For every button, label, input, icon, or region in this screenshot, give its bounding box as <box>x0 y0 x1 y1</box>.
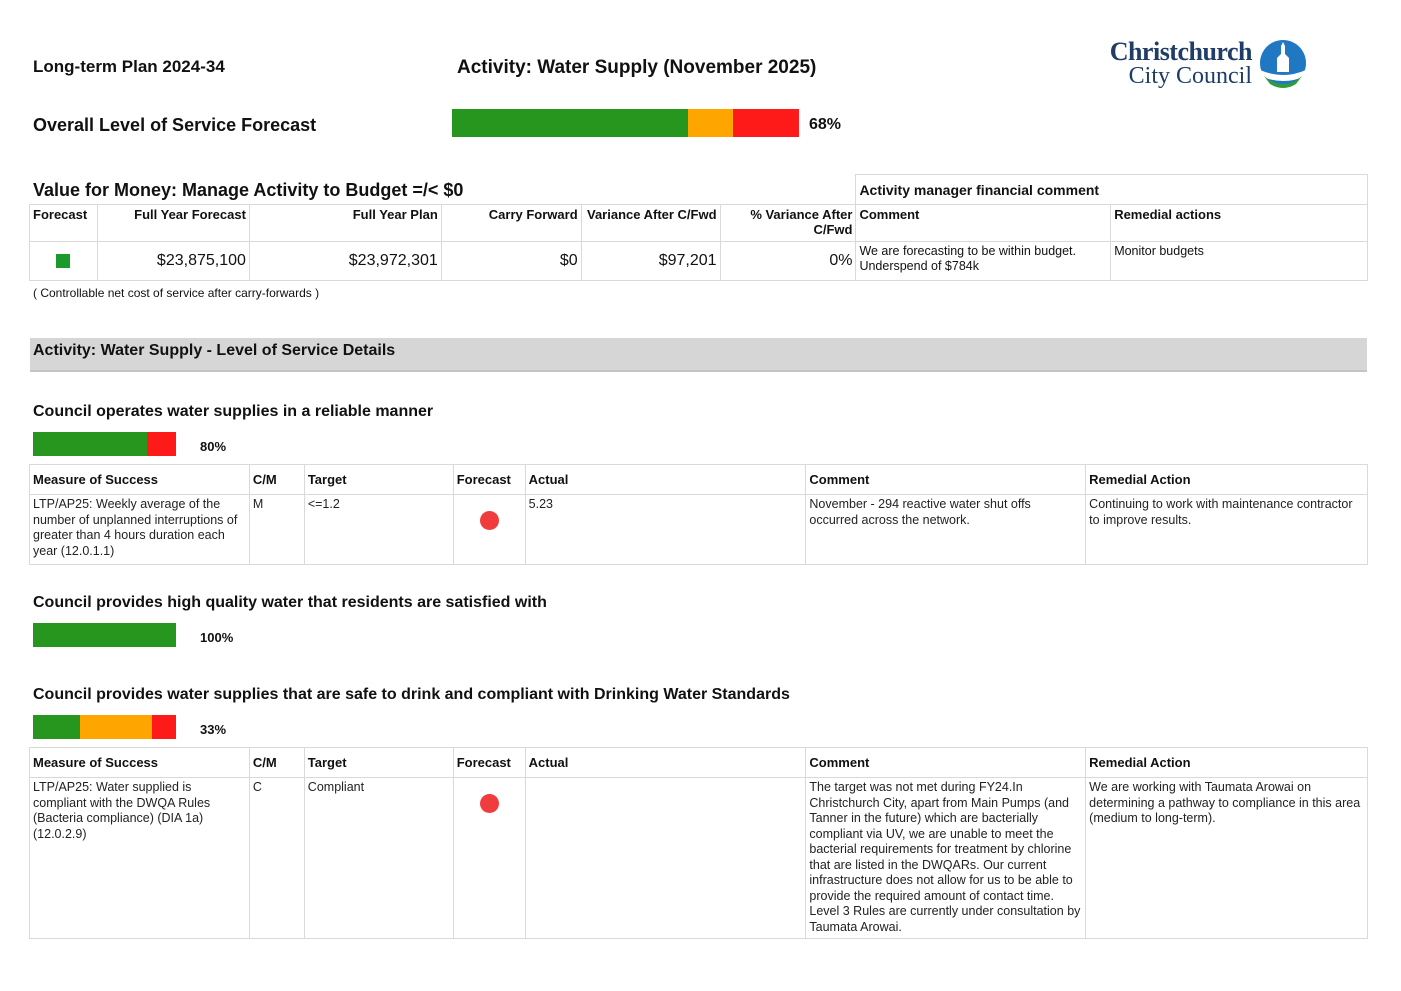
activity-title: Activity: Water Supply (November 2025) <box>457 57 817 78</box>
col-remedial: Remedial Action <box>1086 465 1368 495</box>
col-cm: C/M <box>249 748 304 778</box>
col-comment: Comment <box>806 748 1086 778</box>
col-measure: Measure of Success <box>30 465 250 495</box>
col-target: Target <box>304 465 453 495</box>
plan-title: Long-term Plan 2024-34 <box>33 57 225 76</box>
bar-segment-amber <box>688 109 733 137</box>
value-for-money-table <box>29 174 1368 281</box>
full-year-forecast-value: $23,875,100 <box>97 242 249 281</box>
col-cm: C/M <box>249 465 304 495</box>
pct-variance-after-value: 0% <box>720 242 856 281</box>
full-year-plan-value: $23,972,301 <box>249 242 441 281</box>
group-forecast-bar-reliable <box>33 432 176 456</box>
overall-forecast-bar <box>452 109 799 137</box>
group-title-safe: Council provides water supplies that are safe to drink and compliant with Drinking Water Standards <box>33 686 790 703</box>
section-title: Activity: Water Supply - Level of Service Details <box>33 342 396 359</box>
col-comment: Comment <box>856 205 1111 242</box>
col-forecast: Forecast <box>30 205 98 242</box>
group-forecast-bar-safe <box>33 715 176 739</box>
col-actual: Actual <box>525 465 806 495</box>
bar-segment-red <box>147 432 176 456</box>
measures-table-safe <box>29 747 1368 939</box>
variance-after-value: $97,201 <box>581 242 720 281</box>
col-forecast: Forecast <box>453 465 525 495</box>
col-comment: Comment <box>806 465 1086 495</box>
col-remedial: Remedial actions <box>1111 205 1368 242</box>
value-for-money-title: Value for Money: Manage Activity to Budget =/< $0 <box>33 180 464 200</box>
manager-comment-header: Activity manager financial comment <box>856 175 1368 205</box>
group-percent-quality: 100% <box>200 630 234 645</box>
col-carry-forward: Carry Forward <box>441 205 581 242</box>
bar-segment-amber <box>80 715 152 739</box>
council-logo <box>1100 37 1310 92</box>
group-percent-reliable: 80% <box>200 439 227 454</box>
col-actual: Actual <box>525 748 806 778</box>
col-pct-variance-after: % Variance After C/Fwd <box>720 205 856 242</box>
actual-value <box>525 778 806 939</box>
col-remedial: Remedial Action <box>1086 748 1368 778</box>
comment-text: The target was not met during FY24.In Christchurch City, apart from Main Pumps (and Tanner in the future) which are bacterially compliant via UV, we are unable to meet the bacterial requirements for treatment by chlorine that are listed in the DWQARs. Our current infrastructure does not allow for us to be able to provide the required amount of contact time. Level 3 Rules are currently under consultation by Taumata Arowai. <box>806 778 1086 939</box>
measures-table-reliable <box>29 464 1368 565</box>
group-title-reliable: Council operates water supplies in a reliable manner <box>33 403 434 420</box>
financial-remedial: Monitor budgets <box>1111 242 1368 281</box>
table-row <box>30 242 1368 281</box>
col-target: Target <box>304 748 453 778</box>
overall-forecast-label: Overall Level of Service Forecast <box>33 115 317 135</box>
bar-segment-green <box>33 715 80 739</box>
section-header <box>30 338 1367 372</box>
overall-forecast-percent: 68% <box>809 116 842 133</box>
financial-comment: We are forecasting to be within budget. Underspend of $784k <box>856 242 1111 281</box>
bar-segment-red <box>152 715 176 739</box>
target-value: <=1.2 <box>304 495 453 565</box>
actual-value: 5.23 <box>525 495 806 565</box>
cm-value: M <box>249 495 304 565</box>
bar-segment-green <box>33 432 147 456</box>
measure-text: LTP/AP25: Water supplied is compliant with the DWQA Rules (Bacteria compliance) (DIA 1a) (12.0.2.9) <box>30 778 250 939</box>
cm-value: C <box>249 778 304 939</box>
col-full-year-forecast: Full Year Forecast <box>97 205 249 242</box>
col-measure: Measure of Success <box>30 748 250 778</box>
table-row <box>30 495 1368 565</box>
comment-text: November - 294 reactive water shut offs occurred across the network. <box>806 495 1086 565</box>
bar-segment-green <box>33 623 176 647</box>
vfm-note: ( Controllable net cost of service after carry-forwards ) <box>33 286 320 300</box>
target-value: Compliant <box>304 778 453 939</box>
group-title-quality: Council provides high quality water that residents are satisfied with <box>33 594 547 611</box>
logo-line-2: City Council <box>1128 63 1252 89</box>
col-full-year-plan: Full Year Plan <box>249 205 441 242</box>
col-forecast: Forecast <box>453 748 525 778</box>
logo-line-1: Christchurch <box>1109 37 1252 66</box>
bar-segment-red <box>733 109 799 137</box>
bar-segment-green <box>452 109 688 137</box>
remedial-text: We are working with Taumata Arowai on determining a pathway to compliance in this area (medium to long-term). <box>1086 778 1368 939</box>
carry-forward-value: $0 <box>441 242 581 281</box>
remedial-text: Continuing to work with maintenance contractor to improve results. <box>1086 495 1368 565</box>
cathedral-emblem-icon <box>1258 40 1308 90</box>
col-variance-after: Variance After C/Fwd <box>581 205 720 242</box>
group-forecast-bar-quality <box>33 623 176 647</box>
table-row <box>30 778 1368 939</box>
forecast-status-red-dot <box>480 794 499 813</box>
group-percent-safe: 33% <box>200 722 227 737</box>
forecast-status-green-square <box>56 254 70 268</box>
measure-text: LTP/AP25: Weekly average of the number of unplanned interruptions of greater than 4 hours duration each year (12.0.1.1) <box>30 495 250 565</box>
forecast-status-red-dot <box>480 511 499 530</box>
